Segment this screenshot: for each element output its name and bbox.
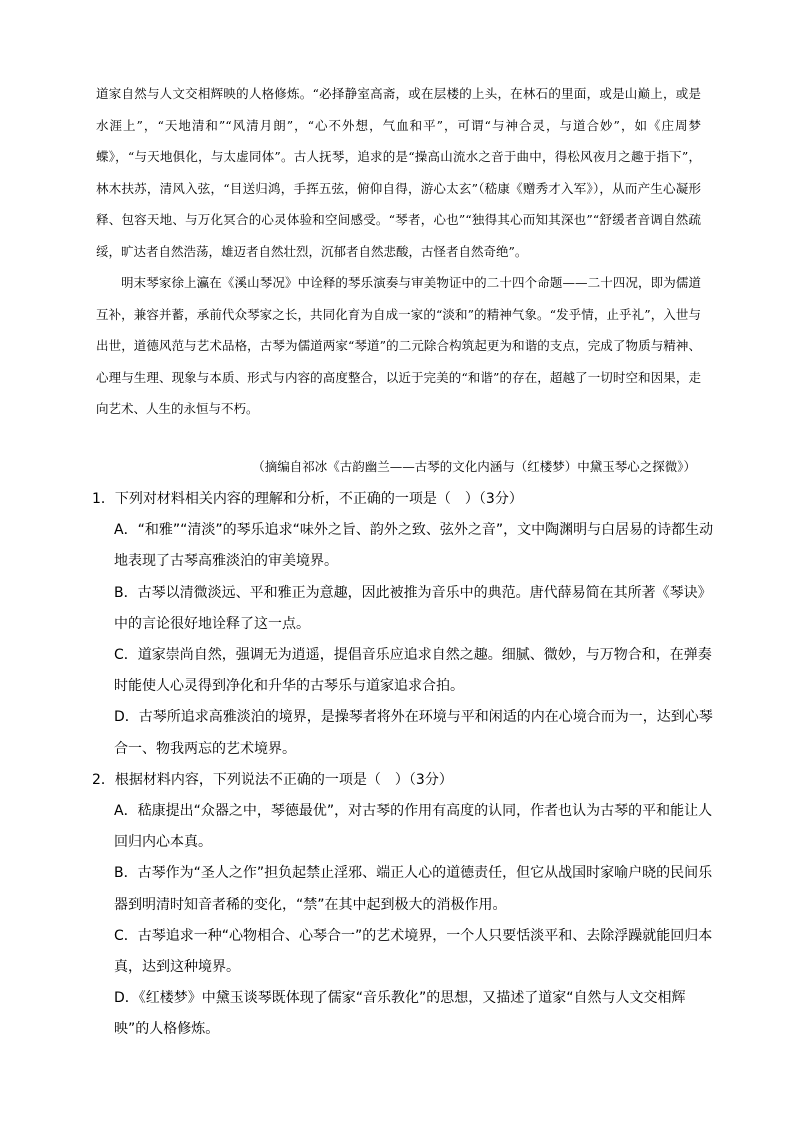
question-1-option-a: A．“和雅”“清淡”的琴乐追求“味外之旨、韵外之致、弦外之音”，文中陶渊明与白居易的诗都生动地表现了古琴高雅淡泊的审美境界。 xyxy=(114,522,714,570)
question-1-option-c: C．道家崇尚自然，强调无为逍遥，提倡音乐应追求自然之趣。细腻、微妙，与万物合和，在弹奏时能使人心灵得到净化和升华的古琴乐与道家追求合拍。 xyxy=(114,647,712,695)
question-2-option-b: B．古琴作为“圣人之作”担负起禁止淫邪、端正人心的道德责任，但它从战国时家喻户晓的民间乐器到明清时知音者稀的变化，“禁”在其中起到极大的消极作用。 xyxy=(114,865,713,913)
passage-source-citation: （摘编自祁冰《古韵幽兰——古琴的文化内涵与（红楼梦）中黛玉琴心之探微》） xyxy=(252,459,696,474)
question-2-option-c: C．古琴追求一种“心物相合、心琴合一”的艺术境界，一个人只要恬淡平和、去除浮躁就能回归本真，达到这种境界。 xyxy=(114,927,713,976)
question-1 xyxy=(92,484,719,765)
question-1-stem: 1．下列对材料相关内容的理解和分析，不正确的一项是（ ）（3分） xyxy=(92,491,523,507)
question-2 xyxy=(92,765,719,1046)
question-list xyxy=(92,484,719,1046)
question-1-option-d: D．古琴所追求高雅淡泊的境界，是操琴者将外在环境与平和闲适的内在心境合而为一，达到心琴合一、物我两忘的艺术境界。 xyxy=(114,709,713,757)
passage-paragraph-1: 道家自然与人文交相辉映的人格修炼。“必择静室高斋，或在层楼的上头，在林石的里面，或是山巅上，或是水涯上”，“天地清和”“风清月朗”，“心不外想，气血和平”，可谓“与神合灵，与道合妙”，如《庄周梦蝶》，“与天地俱化，与太虚同体”。古人抚琴，追求的是“操高山流水之音于曲中，得松风夜月之趣于指下”，林木扶苏，清风入弦，“目送归鸿，手挥五弦，俯仰自得，游心太玄”（嵇康《赠秀才入军》），从而产生心凝形释、包容天地、与万化冥合的心灵体验和空间感受。“琴者，心也”“独得其心而知其深也”“舒缓者音调自然疏绥，旷达者自然浩荡，雄迈者自然壮烈，沉郁者自然悲酸，古怪者自然奇绝”。 xyxy=(96,86,701,259)
question-2-option-a: A．嵇康提出“众器之中，琴德最优”，对古琴的作用有高度的认同，作者也认为古琴的平和能让人回归内心本真。 xyxy=(114,803,713,851)
question-2-option-d: D．《红楼梦》中黛玉谈琴既体现了儒家“音乐教化”的思想，又描述了道家“自然与人文交相辉映”的人格修炼。 xyxy=(114,990,686,1038)
reading-passage xyxy=(96,78,701,425)
question-2-stem: 2．根据材料内容，下列说法不正确的一项是（ ）（3分） xyxy=(92,771,453,788)
question-1-option-b: B．古琴以清微淡远、平和雅正为意趣，因此被推为音乐中的典范。唐代薛易简在其所著《琴诀》中的言论很好地诠释了这一点。 xyxy=(114,584,712,632)
passage-paragraph-2: 明末琴家徐上瀛在《溪山琴况》中诠释的琴乐演奏与审美物证中的二十四个命题——二十四况，即为儒道互补，兼容并蓄，承前代众琴家之长，共同化育为自成一家的“淡和”的精神气象。“发乎情，止乎礼”，入世与出世，道德风范与艺术品格，古琴为儒道两家“琴道”的二元除合构筑起更为和谐的支点，完成了物质与精神、心理与生理、现象与本质、形式与内容的高度整合，以近于完美的“和谐”的存在，超越了一切时空和因果，走向艺术、人生的永恒与不朽。 xyxy=(96,275,701,416)
